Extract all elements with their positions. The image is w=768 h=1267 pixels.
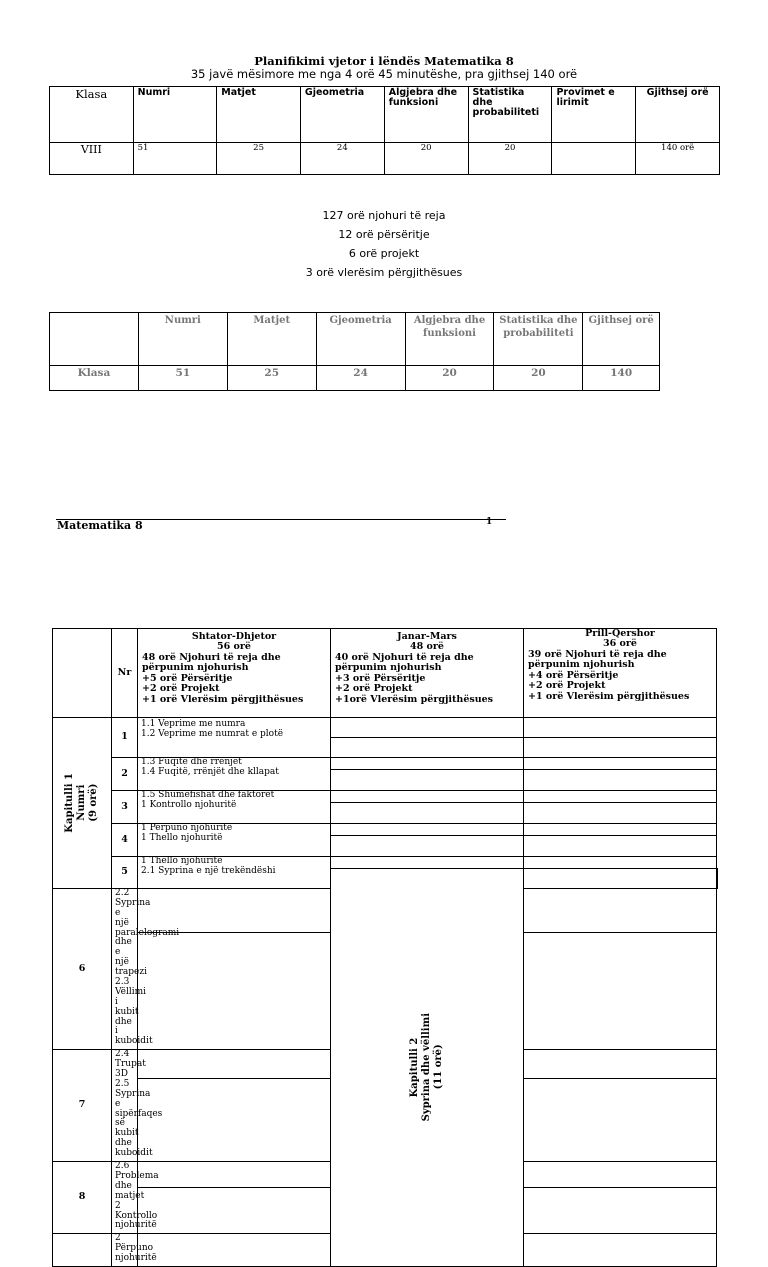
header-matjet: Matjet <box>217 87 301 143</box>
period-name: Prill-Qershor <box>585 628 655 639</box>
header-nr: Nr <box>112 629 138 718</box>
empty-cell <box>524 1234 717 1267</box>
cell-matjet: 25 <box>227 366 316 391</box>
cell-gjithsej: 140 orë <box>636 143 720 175</box>
empty-cell <box>331 836 524 857</box>
lesson-item: 2.2 Syprina e një paralelogrami dhe e një trapezi <box>115 888 180 978</box>
header-gjeometria: Gjeometria <box>316 313 405 366</box>
header-numri: Numri <box>138 313 227 366</box>
lesson-cell <box>112 1049 163 1162</box>
row-number: 1 <box>112 718 138 758</box>
empty-cell <box>331 857 524 869</box>
empty-cell <box>331 824 524 836</box>
empty-cell <box>524 770 717 791</box>
period-detail: 40 orë Njohuri të reja dhe përpunim njohurish <box>335 651 474 674</box>
period-header <box>524 629 717 718</box>
empty-cell <box>331 770 524 791</box>
lesson-cell <box>138 791 331 824</box>
header-empty <box>50 313 139 366</box>
empty-cell <box>524 824 717 836</box>
chapter-topic: Numri <box>76 784 87 822</box>
cell-numri: 51 <box>138 366 227 391</box>
chapter-label <box>53 718 112 889</box>
lesson-cell <box>112 888 180 1050</box>
chapter-hours: (11 orë) <box>433 1044 444 1091</box>
period-detail: +4 orë Përsëritje <box>528 669 619 681</box>
header-numri: Numri <box>133 87 217 143</box>
empty-cell <box>524 1050 717 1079</box>
period-hours: 48 orë <box>410 641 444 653</box>
lesson-item: 2.1 Syprina e një trekëndëshi <box>141 865 276 876</box>
lesson-cell <box>112 1161 159 1234</box>
lesson-item: 1 Kontrollo njohuritë <box>141 799 237 810</box>
empty-cell <box>524 889 717 933</box>
lesson-item: 2.4 Trupat 3D <box>115 1049 146 1080</box>
empty-cell <box>524 718 717 738</box>
period-header <box>138 629 331 718</box>
plan-table <box>52 628 718 1267</box>
cell-gjithsej: 140 <box>583 366 660 391</box>
lesson-cell <box>138 758 331 791</box>
header-matjet: Matjet <box>227 313 316 366</box>
row-number: 7 <box>53 1050 112 1162</box>
cell-statistika: 20 <box>468 143 552 175</box>
lesson-cell <box>138 718 331 758</box>
hours-table-2 <box>49 312 660 391</box>
empty-cell <box>717 869 718 889</box>
lesson-item: 2.3 Vëllimi i kubit dhe i kuboidit <box>115 977 153 1047</box>
header-gjithsej: Gjithsej orë <box>636 87 720 143</box>
lesson-cell <box>138 824 331 857</box>
cell-numri: 51 <box>133 143 217 175</box>
lesson-item: 1.2 Veprime me numrat e plotë <box>141 728 284 739</box>
period-detail: +2 orë Projekt <box>335 683 413 695</box>
header-algjebra: Algjebra dhe funksioni <box>405 313 494 366</box>
cell-provimet <box>552 143 636 175</box>
header-statistika: Statistika dhe probabiliteti <box>468 87 552 143</box>
empty-cell <box>331 738 524 758</box>
period-detail: +1orë Vlerësim përgjithësues <box>335 693 494 705</box>
header-algjebra: Algjebra dhe funksioni <box>384 87 468 143</box>
empty-cell <box>524 1162 717 1188</box>
header-gjeometria: Gjeometria <box>300 87 384 143</box>
empty-cell <box>524 738 717 758</box>
chapter-label <box>331 869 524 1267</box>
lesson-item: 1 Përpuno njohuritë <box>141 823 233 833</box>
page-subtitle: 35 javë mësimore me nga 4 orë 45 minutëshe, pra gjithsej 140 orë <box>190 67 578 81</box>
empty-cell <box>524 1078 717 1161</box>
empty-cell <box>138 1050 331 1079</box>
period-name: Janar-Mars <box>397 631 457 642</box>
cell-klasa: VIII <box>50 143 134 175</box>
empty-cell <box>138 889 331 933</box>
lesson-item: 2.5 Syprina e sipërfaqes së kubit dhe kuboidit <box>115 1078 163 1159</box>
cell-algjebra: 20 <box>405 366 494 391</box>
chapter-topic: Syprina dhe vëllimi <box>421 1013 432 1122</box>
period-detail: +2 orë Projekt <box>142 683 220 695</box>
row-number: 4 <box>112 824 138 857</box>
empty-cell <box>138 1234 331 1267</box>
period-detail: +1 orë Vlerësim përgjithësues <box>528 690 690 702</box>
empty-cell <box>524 857 717 869</box>
empty-cell <box>138 932 331 1049</box>
empty-cell <box>138 1162 331 1188</box>
chapter-hours: (9 orë) <box>88 783 99 823</box>
lesson-item: 1.4 Fuqitë, rrënjët dhe kllapat <box>141 766 279 777</box>
cell-algjebra: 20 <box>384 143 468 175</box>
period-detail: +2 orë Projekt <box>528 680 606 692</box>
period-detail: +1 orë Vlerësim përgjithësues <box>142 693 304 705</box>
lesson-cell <box>138 857 331 889</box>
header-klasa: Klasa <box>50 87 134 143</box>
period-hours: 56 orë <box>217 641 251 653</box>
hours-table-1 <box>49 86 720 175</box>
lesson-item: 2.6 Problema dhe matjet <box>115 1161 159 1201</box>
cell-gjeometria: 24 <box>300 143 384 175</box>
empty-cell <box>524 836 717 857</box>
summary-line: 12 orë përsëritje <box>338 228 430 241</box>
period-detail: +5 orë Përsëritje <box>142 672 233 684</box>
header-corner <box>53 629 112 718</box>
empty-cell <box>524 758 717 770</box>
row-number: 6 <box>53 889 112 1050</box>
empty-cell <box>524 791 717 803</box>
period-name: Shtator-Dhjetor <box>191 631 277 642</box>
row-number: 5 <box>112 857 138 889</box>
cell-gjeometria: 24 <box>316 366 405 391</box>
summary-line: 3 orë vlerësim përgjithësues <box>305 266 463 279</box>
summary-line: 127 orë njohuri të reja <box>322 209 446 222</box>
period-header <box>331 629 524 718</box>
period-hours: 36 orë <box>603 638 637 650</box>
lesson-item: 1 Thello njohuritë <box>141 832 223 843</box>
chapter-title: Kapitulli 2 <box>409 1037 420 1098</box>
empty-cell <box>524 932 717 1049</box>
row-number: 8 <box>53 1162 112 1234</box>
lesson-cell <box>112 1233 157 1267</box>
period-detail: 48 orë Njohuri të reja dhe përpunim njohurish <box>142 651 281 674</box>
page-title: Planifikimi vjetor i lëndës Matematika 8 <box>254 54 514 68</box>
row-number <box>53 1234 112 1267</box>
cell-matjet: 25 <box>217 143 301 175</box>
empty-cell <box>524 1188 717 1234</box>
empty-cell <box>331 803 524 824</box>
row-number: 3 <box>112 791 138 824</box>
empty-cell <box>138 1188 331 1234</box>
chapter-title: Kapitulli 1 <box>64 773 75 833</box>
header-statistika: Statistika dhe probabiliteti <box>494 313 583 366</box>
footer-title: Matematika 8 <box>57 519 143 532</box>
cell-klasa: Klasa <box>50 366 139 391</box>
lesson-item: 1.3 Fuqitë dhe rrënjët <box>141 757 242 767</box>
lesson-item: 1 Thello njohuritë <box>141 856 223 866</box>
lesson-item: 2 Kontrollo njohuritë <box>115 1200 158 1231</box>
lesson-item: 2 Përpuno njohuritë <box>115 1233 157 1264</box>
row-number: 2 <box>112 758 138 791</box>
cell-statistika: 20 <box>494 366 583 391</box>
page-number: 1 <box>486 517 493 527</box>
empty-cell <box>331 758 524 770</box>
period-detail: +3 orë Përsëritje <box>335 672 426 684</box>
header-provimet: Provimet e lirimit <box>552 87 636 143</box>
period-detail: 39 orë Njohuri të reja dhe përpunim njohurish <box>528 648 667 671</box>
empty-cell <box>331 718 524 738</box>
empty-cell <box>138 1078 331 1161</box>
header-gjithsej: Gjithsej orë <box>583 313 660 366</box>
lesson-item: 1.1 Veprime me numra <box>141 719 246 729</box>
summary-line: 6 orë projekt <box>348 247 420 260</box>
empty-cell <box>524 803 717 824</box>
empty-cell <box>524 869 717 889</box>
empty-cell <box>331 791 524 803</box>
lesson-item: 1.5 Shumëfishat dhe faktorët <box>141 790 275 800</box>
